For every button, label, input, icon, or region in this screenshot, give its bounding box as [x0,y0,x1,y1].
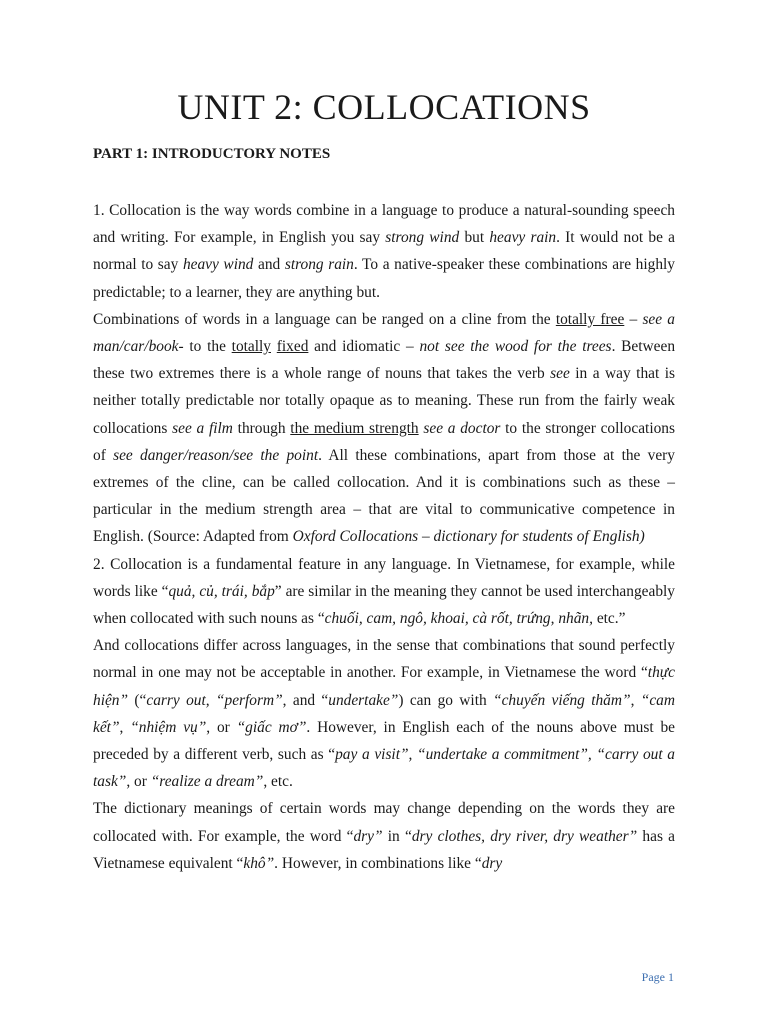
text-run: , or [206,718,237,736]
paragraph [93,197,675,306]
text-run: but [459,229,490,247]
text-run: . All these combinations, apart from those at the very extremes of the cline, can be called collocation. And it is combinations such as these – particular in the medium strength area – that are vital to communicative competence in English. (Source: Adapted from [93,446,676,546]
italic-text: pay a visit”, “undertake a commitment”, “carry out a task” [93,746,675,791]
text-run: 2. Collocation is a fundamental feature in any language. In Vietnamese, for example, while words like “ [93,555,675,600]
text-run: The dictionary meanings of certain words may change depending on the words they are collocated with. For example, the word “ [93,800,675,845]
text-run: through [232,419,291,437]
italic-text: heavy wind [182,256,254,274]
italic-text: chuối, cam, ngô, khoai, cà rốt, trứng, nhãn, [324,610,593,628]
text-run: . It would not be a normal to say [93,229,675,274]
italic-text: strong rain [284,256,354,274]
text-run: 1. Collocation is the way words combine in a language to produce a natural-sounding speech and writing. For example, in English you say [93,202,675,247]
body-text [93,197,675,877]
text-run: , or [126,773,151,791]
text-run: . However, in English each of the nouns above must be preceded by a different verb, such as “ [93,718,675,764]
italic-text: carry out, “perform” [146,691,283,709]
text-run: (“ [128,691,147,709]
text-run: in “ [382,827,412,845]
italic-text: quả, củ, trái, bắp [168,582,275,600]
italic-text: “realize a dream” [150,773,264,791]
italic-text: heavy rain [489,229,557,247]
text-run: And collocations differ across languages, in the sense that combinations that sound perfectly normal in one may not be acceptable in another. For example, in Vietnamese the word “ [93,637,675,682]
underlined-text: totally free [555,310,625,328]
page-title: UNIT 2: COLLOCATIONS [177,87,591,127]
italic-text: “nhiệm vụ” [130,718,207,736]
text-run: . To a native-speaker these combinations are highly predictable; to a learner, they are anything but. [93,256,675,301]
text-run: and idiomatic – [308,338,420,356]
text-run: – [624,310,643,328]
paragraph [93,306,675,551]
text-run: , [119,718,131,736]
text-run: to the [183,338,232,356]
paragraph [93,632,675,795]
italic-text: see a man/car/book- [93,310,676,356]
italic-text: thực hiện” [93,664,675,709]
underlined-text: the medium strength [290,419,419,437]
text-run: ” are similar in the meaning they cannot be used interchangeably when collocated with such nouns as “ [93,582,675,628]
italic-text: khô” [243,854,275,872]
text-run: ) can go with [398,691,494,709]
text-run: has a Vietnamese equivalent “ [93,827,675,872]
page-number: Page 1 [641,970,674,984]
text-run: etc.” [592,610,626,628]
italic-text: not see the wood for the trees [419,338,612,356]
italic-text: see a doctor [423,419,501,437]
italic-text: undertake” [328,691,399,709]
text-run: . Between these two extremes there is a whole range of nouns that takes the verb [93,338,676,383]
italic-text: see a film [172,419,233,437]
text-run: , [630,691,641,709]
underlined-text: fixed [276,338,309,356]
text-run: Combinations of words in a language can be ranged on a cline from the [93,310,556,328]
text-run: and [253,256,285,274]
italic-text: dry [481,854,503,872]
text-run: , etc. [263,773,293,791]
italic-text: “chuyến viếng thăm” [493,691,631,709]
text-run: , and “ [282,691,329,709]
italic-text: dry” [353,827,383,845]
underlined-text: totally [231,338,271,356]
text-run: . However, in combinations like “ [274,854,482,872]
italic-text: dry clothes, dry river, dry weather” [411,827,638,845]
italic-text: strong wind [385,229,460,247]
section-heading: PART 1: INTRODUCTORY NOTES [93,146,331,162]
paragraph [93,795,675,877]
paragraph [93,551,675,633]
italic-text: see [550,365,570,383]
text-run: to the stronger collocations of [93,419,675,464]
italic-text: “cam kết” [93,691,675,736]
italic-text: see danger/reason/see the point [113,446,319,464]
italic-text: “giấc mơ” [236,718,307,736]
italic-text: Oxford Collocations – dictionary for students of English) [292,528,645,546]
text-run: in a way that is neither totally predictable nor totally opaque as to meaning. These run from the fairly weak collocations [93,365,676,437]
